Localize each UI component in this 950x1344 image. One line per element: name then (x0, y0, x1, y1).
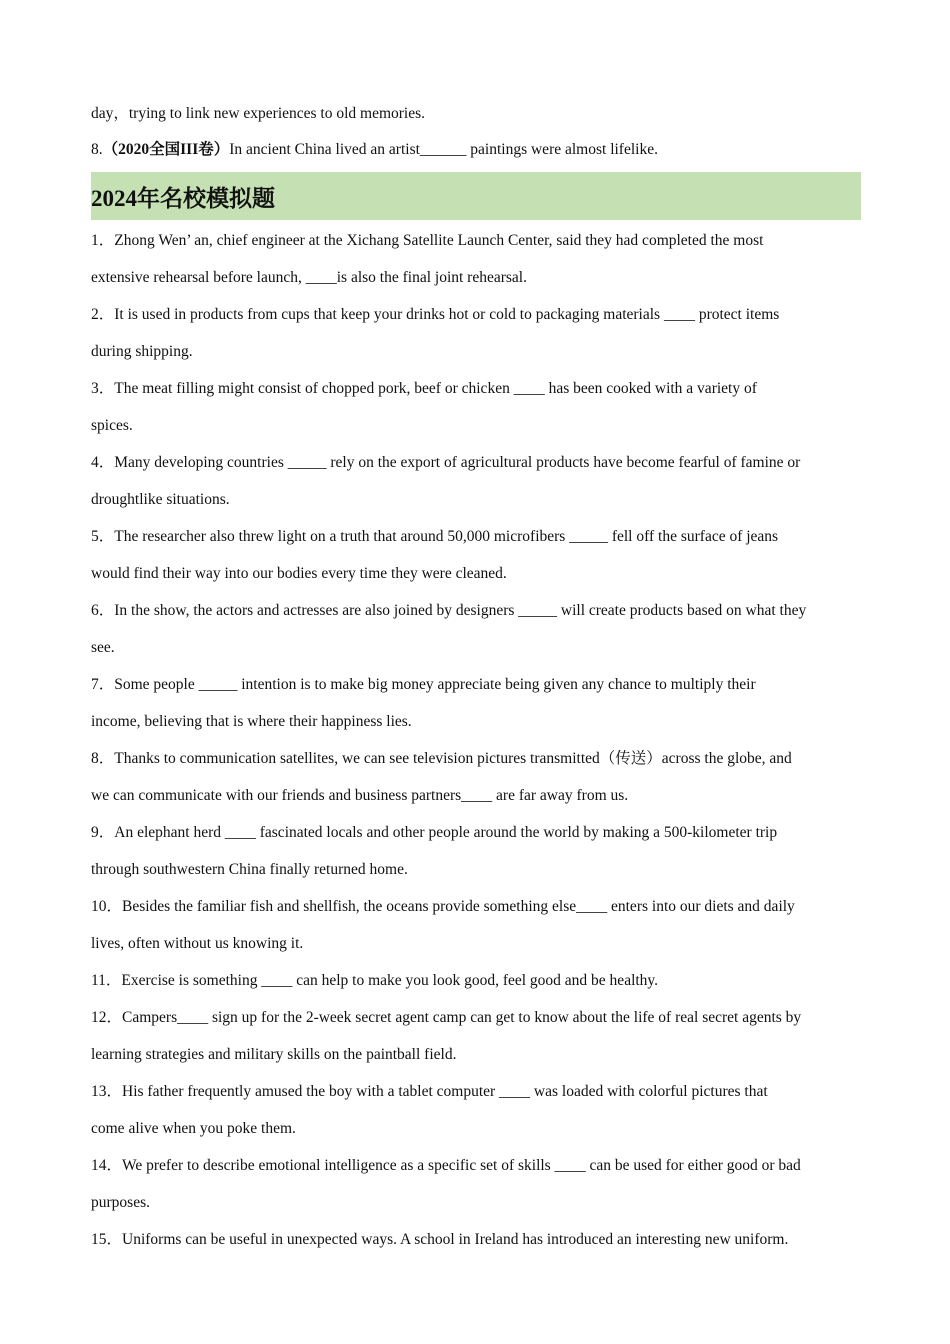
question-line: 12．Campers____ sign up for the 2-week secret agent camp can get to know about the life of real secret agents by (91, 1009, 802, 1026)
question-item (91, 962, 861, 999)
question-line: 9．An elephant herd ____ fascinated locals and other people around the world by making a 500-kilometer trip (91, 824, 778, 841)
continuation-text: day，trying to link new experiences to old memories. (91, 105, 426, 122)
question-line: through southwestern China finally returned home. (91, 861, 408, 878)
question-item (91, 370, 861, 444)
question-line: 3．The meat filling might consist of chopped pork, beef or chicken ____ has been cooked with a variety of (91, 380, 757, 397)
section-title: 2024年名校模拟题 (91, 185, 275, 211)
question-line: 13．His father frequently amused the boy with a tablet computer ____ was loaded with colorful pictures that (91, 1083, 768, 1100)
question-line: during shipping. (91, 343, 193, 360)
question-item (91, 740, 861, 814)
question-line: lives, often without us knowing it. (91, 935, 304, 952)
question-item (91, 999, 861, 1073)
question-line: 6．In the show, the actors and actresses are also joined by designers _____ will create products based on what they (91, 602, 807, 619)
question-item (91, 1073, 861, 1147)
question-line: 5．The researcher also threw light on a truth that around 50,000 microfibers _____ fell off the surface of jeans (91, 528, 779, 545)
question-line: 10．Besides the familiar fish and shellfish, the oceans provide something else____ enters into our diets and daily (91, 898, 795, 915)
question-line: 15．Uniforms can be useful in unexpected ways. A school in Ireland has introduced an interesting new uniform. (91, 1231, 789, 1248)
question-line: 7．Some people _____ intention is to make big money appreciate being given any chance to multiply their (91, 676, 756, 693)
question-line: 11．Exercise is something ____ can help to make you look good, feel good and be healthy. (91, 972, 659, 989)
question-item (91, 222, 861, 296)
question-item (91, 592, 861, 666)
question-item (91, 814, 861, 888)
question-line: purposes. (91, 1194, 150, 1211)
question-item (91, 518, 861, 592)
question-text: In ancient China lived an artist______ paintings were almost lifelike. (229, 141, 658, 158)
document-page (91, 96, 861, 1258)
question-line: extensive rehearsal before launch, ____is also the final joint rehearsal. (91, 269, 527, 286)
question-item (91, 666, 861, 740)
question-line: we can communicate with our friends and business partners____ are far away from us. (91, 787, 629, 804)
question-item (91, 296, 861, 370)
question-item (91, 1221, 861, 1258)
question-line: 8．Thanks to communication satellites, we can see television pictures transmitted（传送）across the globe, and (91, 750, 792, 767)
question-line: would find their way into our bodies every time they were cleaned. (91, 565, 507, 582)
question-line: 4．Many developing countries _____ rely on the export of agricultural products have become fearful of famine or (91, 454, 801, 471)
question-item (91, 1147, 861, 1221)
question-line: 2．It is used in products from cups that keep your drinks hot or cold to packaging materials ____ protect items (91, 306, 780, 323)
question-line: spices. (91, 417, 133, 434)
question-line: see. (91, 639, 115, 656)
question-line: 14．We prefer to describe emotional intelligence as a specific set of skills ____ can be used for either good or bad (91, 1157, 801, 1174)
question-item (91, 888, 861, 962)
question-line: learning strategies and military skills on the paintball field. (91, 1046, 457, 1063)
question-number: 8. (91, 141, 103, 158)
question-line: come alive when you poke them. (91, 1120, 296, 1137)
question-source: （2020全国III卷） (102, 141, 230, 158)
section-heading (91, 172, 861, 220)
question-8-2020 (91, 132, 861, 168)
question-list (91, 222, 861, 1258)
question-line: droughtlike situations. (91, 491, 230, 508)
question-item (91, 444, 861, 518)
question-line: income, believing that is where their happiness lies. (91, 713, 412, 730)
question-line: 1．Zhong Wen’ an, chief engineer at the Xichang Satellite Launch Center, said they had completed the most (91, 232, 764, 249)
